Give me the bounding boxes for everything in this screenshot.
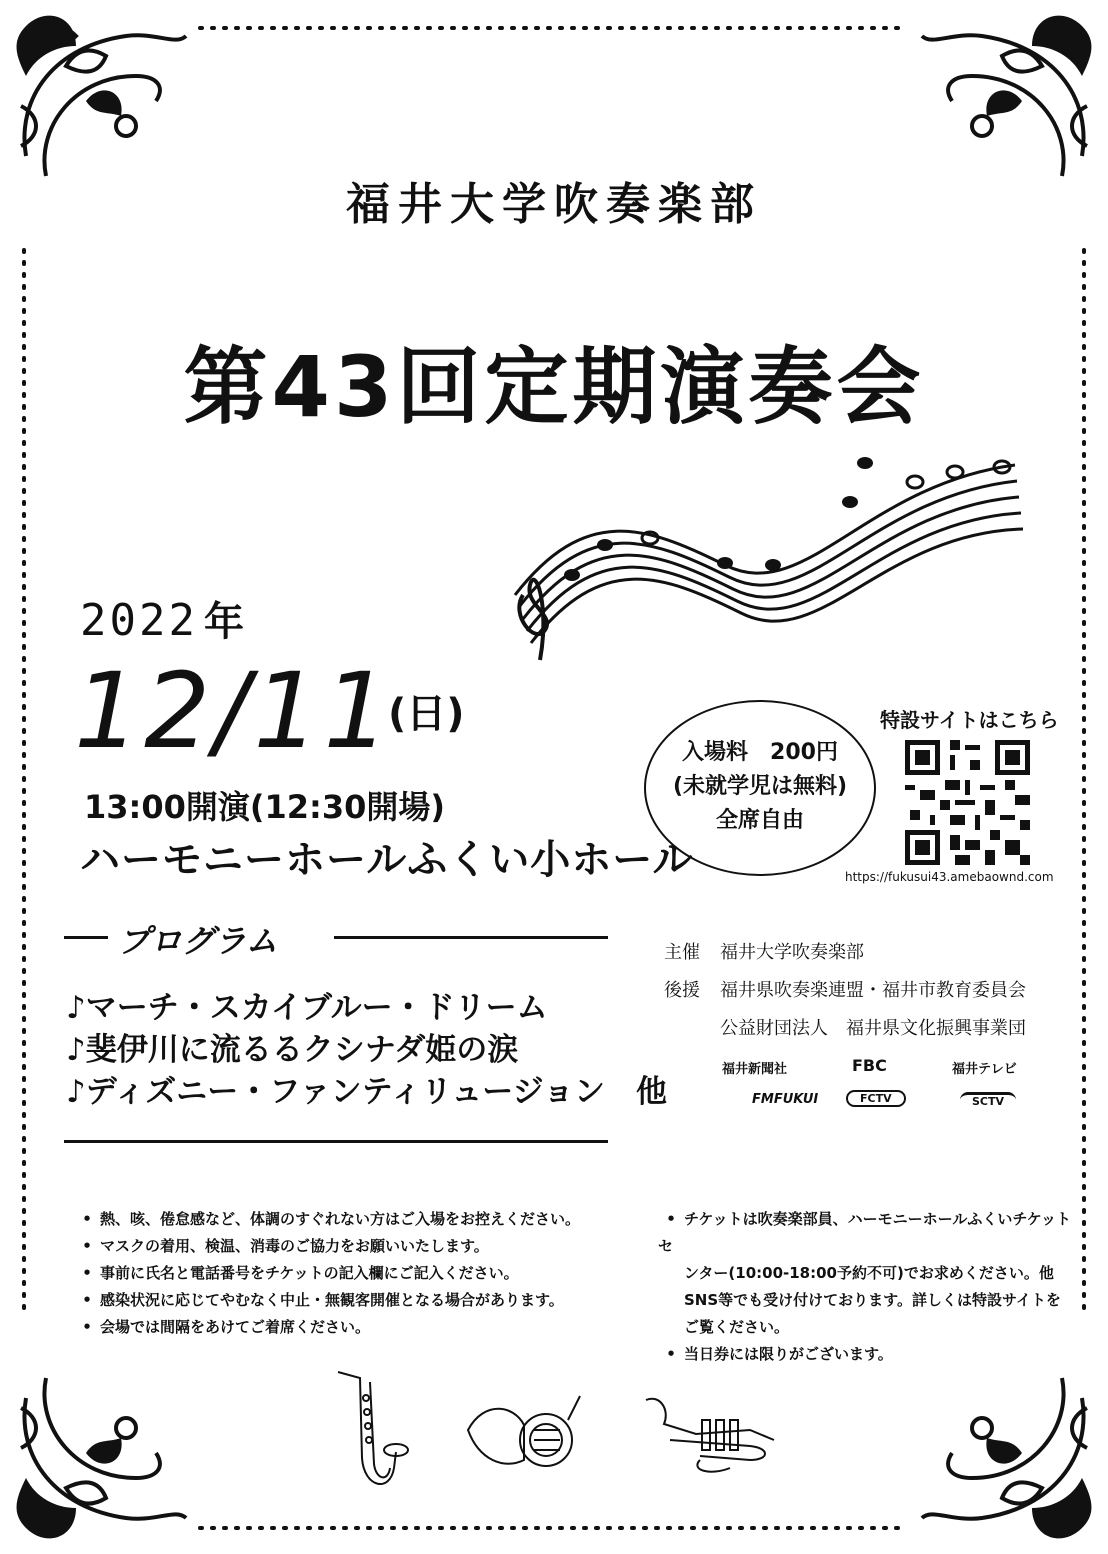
support-label: 後援 [664,980,700,1001]
site-url[interactable]: https://fukusui43.amebaownd.com [845,870,1054,884]
list-item: • チケットは吹奏楽部員、ハーモニーホールふくいチケットセ [658,1210,1072,1255]
host-name: 福井大学吹奏楽部 [720,942,864,963]
program-label: プログラム [118,922,278,960]
list-item-continued: ンター(10:00-18:00予約不可)でお求めください。他 [684,1264,1054,1282]
sponsor-support [664,976,1026,1002]
support-line2: 公益財団法人 福井県文化振興事業団 [720,1018,1026,1039]
program-item: ♪マーチ・スカイブルー・ドリーム [66,990,548,1026]
program-rule-right [334,936,608,939]
program-item: ♪ディズニー・ファンティリュージョン 他 [66,1074,668,1110]
admission-circle [644,700,876,876]
logo-fukui-tv: 福井テレビ [952,1062,1017,1077]
logo-fctv: FCTV [846,1090,906,1107]
page-title: 第43回定期演奏会 [183,338,925,436]
list-item: • 熱、咳、倦怠感など、体調のすぐれない方はご入場をお控えください。 [82,1210,581,1228]
club-name: 福井大学吹奏楽部 [346,179,762,230]
notes-right [658,1206,1078,1368]
support-line1: 福井県吹奏楽連盟・福井市教育委員会 [720,980,1026,1001]
event-weekday: (日) [388,691,465,737]
list-item: • 当日券には限りがございます。 [666,1345,893,1363]
event-time: 13:00開演(12:30開場) [84,788,445,826]
program-rule-bottom [64,1140,608,1143]
qr-code-icon[interactable] [905,740,1030,865]
year-number: 2022 [80,595,198,646]
trumpet-icon [640,1390,780,1480]
ornament-corner-icon [912,1358,1102,1548]
ornament-corner-icon [6,1358,196,1548]
site-label: 特設サイトはこちら [880,708,1059,732]
logo-sctv: SCTV [960,1092,1016,1108]
program-rule-left [64,936,108,939]
event-venue: ハーモニーホールふくい小ホール [80,837,694,883]
event-date: 12/11 [74,650,394,772]
host-label: 主催 [664,942,700,963]
admission-fee: 入場料 200円 [682,740,838,765]
admission-seating: 全席自由 [715,808,804,833]
logo-fbc: FBC [852,1056,887,1075]
horn-icon [464,1390,594,1480]
sponsor-host [664,938,864,964]
saxophone-icon [330,1368,410,1498]
year-suffix: 年 [203,599,244,645]
list-item: • マスクの着用、検温、消毒のご協力をお願いいたします。 [82,1237,489,1255]
logo-fm-fukui: FMFUKUI [752,1092,819,1107]
logo-fukui-shimbun: 福井新聞社 [722,1062,788,1077]
admission-child: (未就学児は無料) [672,774,848,799]
list-item: • 感染状況に応じてやむなく中止・無観客開催となる場合があります。 [82,1291,564,1309]
event-year [80,590,244,647]
program-item: ♪斐伊川に流るるクシナダ姫の涙 [66,1032,519,1068]
list-item: • 事前に氏名と電話番号をチケットの記入欄にご記入ください。 [82,1264,519,1282]
music-staff-icon [505,445,1025,685]
list-item-continued: SNS等でも受け付けております。詳しくは特設サイトを [684,1291,1061,1309]
notes-left [74,1206,580,1341]
list-item: • 会場では間隔をあけてご着席ください。 [82,1318,371,1336]
list-item-continued: ご覧ください。 [684,1318,790,1336]
